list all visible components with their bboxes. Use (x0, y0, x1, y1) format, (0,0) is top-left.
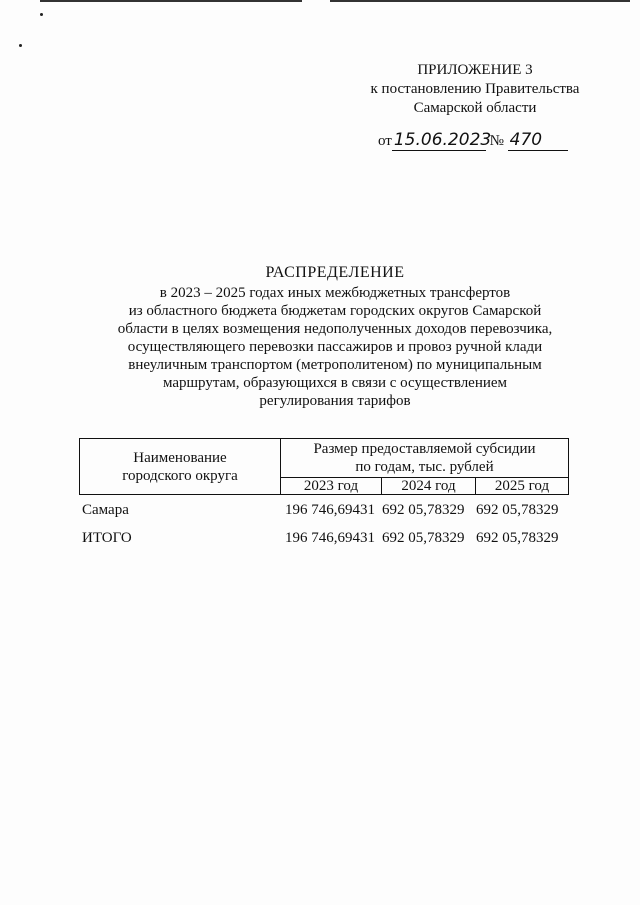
resolution-number: 470 (508, 132, 568, 151)
row-district-name: ИТОГО (82, 530, 132, 546)
title-line: в 2023 – 2025 годах иных межбюджетных трансфертов (159, 285, 511, 301)
title-heading: РАСПРЕДЕЛЕНИЕ (265, 264, 405, 281)
column-header-year: 2024 год (382, 478, 476, 495)
title-line: из областного бюджета бюджетам городских округов Самарской (128, 303, 542, 319)
row-value-2024: 692 05,78329 (382, 530, 465, 546)
column-header-subsidy (281, 439, 569, 478)
title-line: регулирования тарифов (259, 393, 411, 409)
appendix-reference: к постановлению Правительства (370, 81, 580, 97)
document-title (60, 264, 610, 410)
table-row (82, 502, 582, 530)
scan-speck (40, 13, 43, 16)
row-district-name: Самара (82, 502, 129, 518)
row-value-2025: 692 05,78329 (476, 502, 559, 518)
subsidy-table-header (79, 438, 569, 495)
resolution-date: 15.06.2023 (393, 130, 492, 150)
column-header-district (80, 439, 281, 495)
title-line: области в целях возмещения недополученных доходов перевозчика, (117, 321, 553, 337)
title-line: маршрутам, образующихся в связи с осуществлением (162, 375, 508, 391)
column-header-subsidy-line: Размер предоставляемой субсидии (313, 441, 536, 457)
appendix-number: ПРИЛОЖЕНИЕ 3 (417, 62, 533, 78)
row-value-2024: 692 05,78329 (382, 502, 465, 518)
resolution-line (378, 132, 568, 151)
row-value-2023: 196 746,69431 (285, 530, 375, 546)
column-header-district-line: Наименование (133, 449, 227, 466)
column-header-year: 2025 год (476, 478, 569, 495)
scan-edge-line-right (330, 0, 630, 2)
scan-speck (19, 44, 22, 47)
title-line: осуществляющего перевозки пассажиров и провоз ручной клади (127, 339, 543, 355)
scan-edge-line-left (40, 0, 302, 2)
row-value-2025: 692 05,78329 (476, 530, 559, 546)
column-header-subsidy-line: по годам, тыс. рублей (355, 459, 494, 475)
column-header-district-line: городского округа (122, 467, 238, 484)
appendix-region: Самарской области (413, 100, 537, 116)
title-line: внеуличным транспортом (метрополитеном) по муниципальным (128, 357, 542, 373)
subsidy-table-body (82, 502, 582, 558)
number-label: № (489, 133, 504, 149)
table-row-total (82, 530, 582, 558)
row-value-2023: 196 746,69431 (285, 502, 375, 518)
column-header-year: 2023 год (281, 478, 382, 495)
from-label: от (378, 133, 392, 149)
appendix-header (360, 61, 590, 118)
